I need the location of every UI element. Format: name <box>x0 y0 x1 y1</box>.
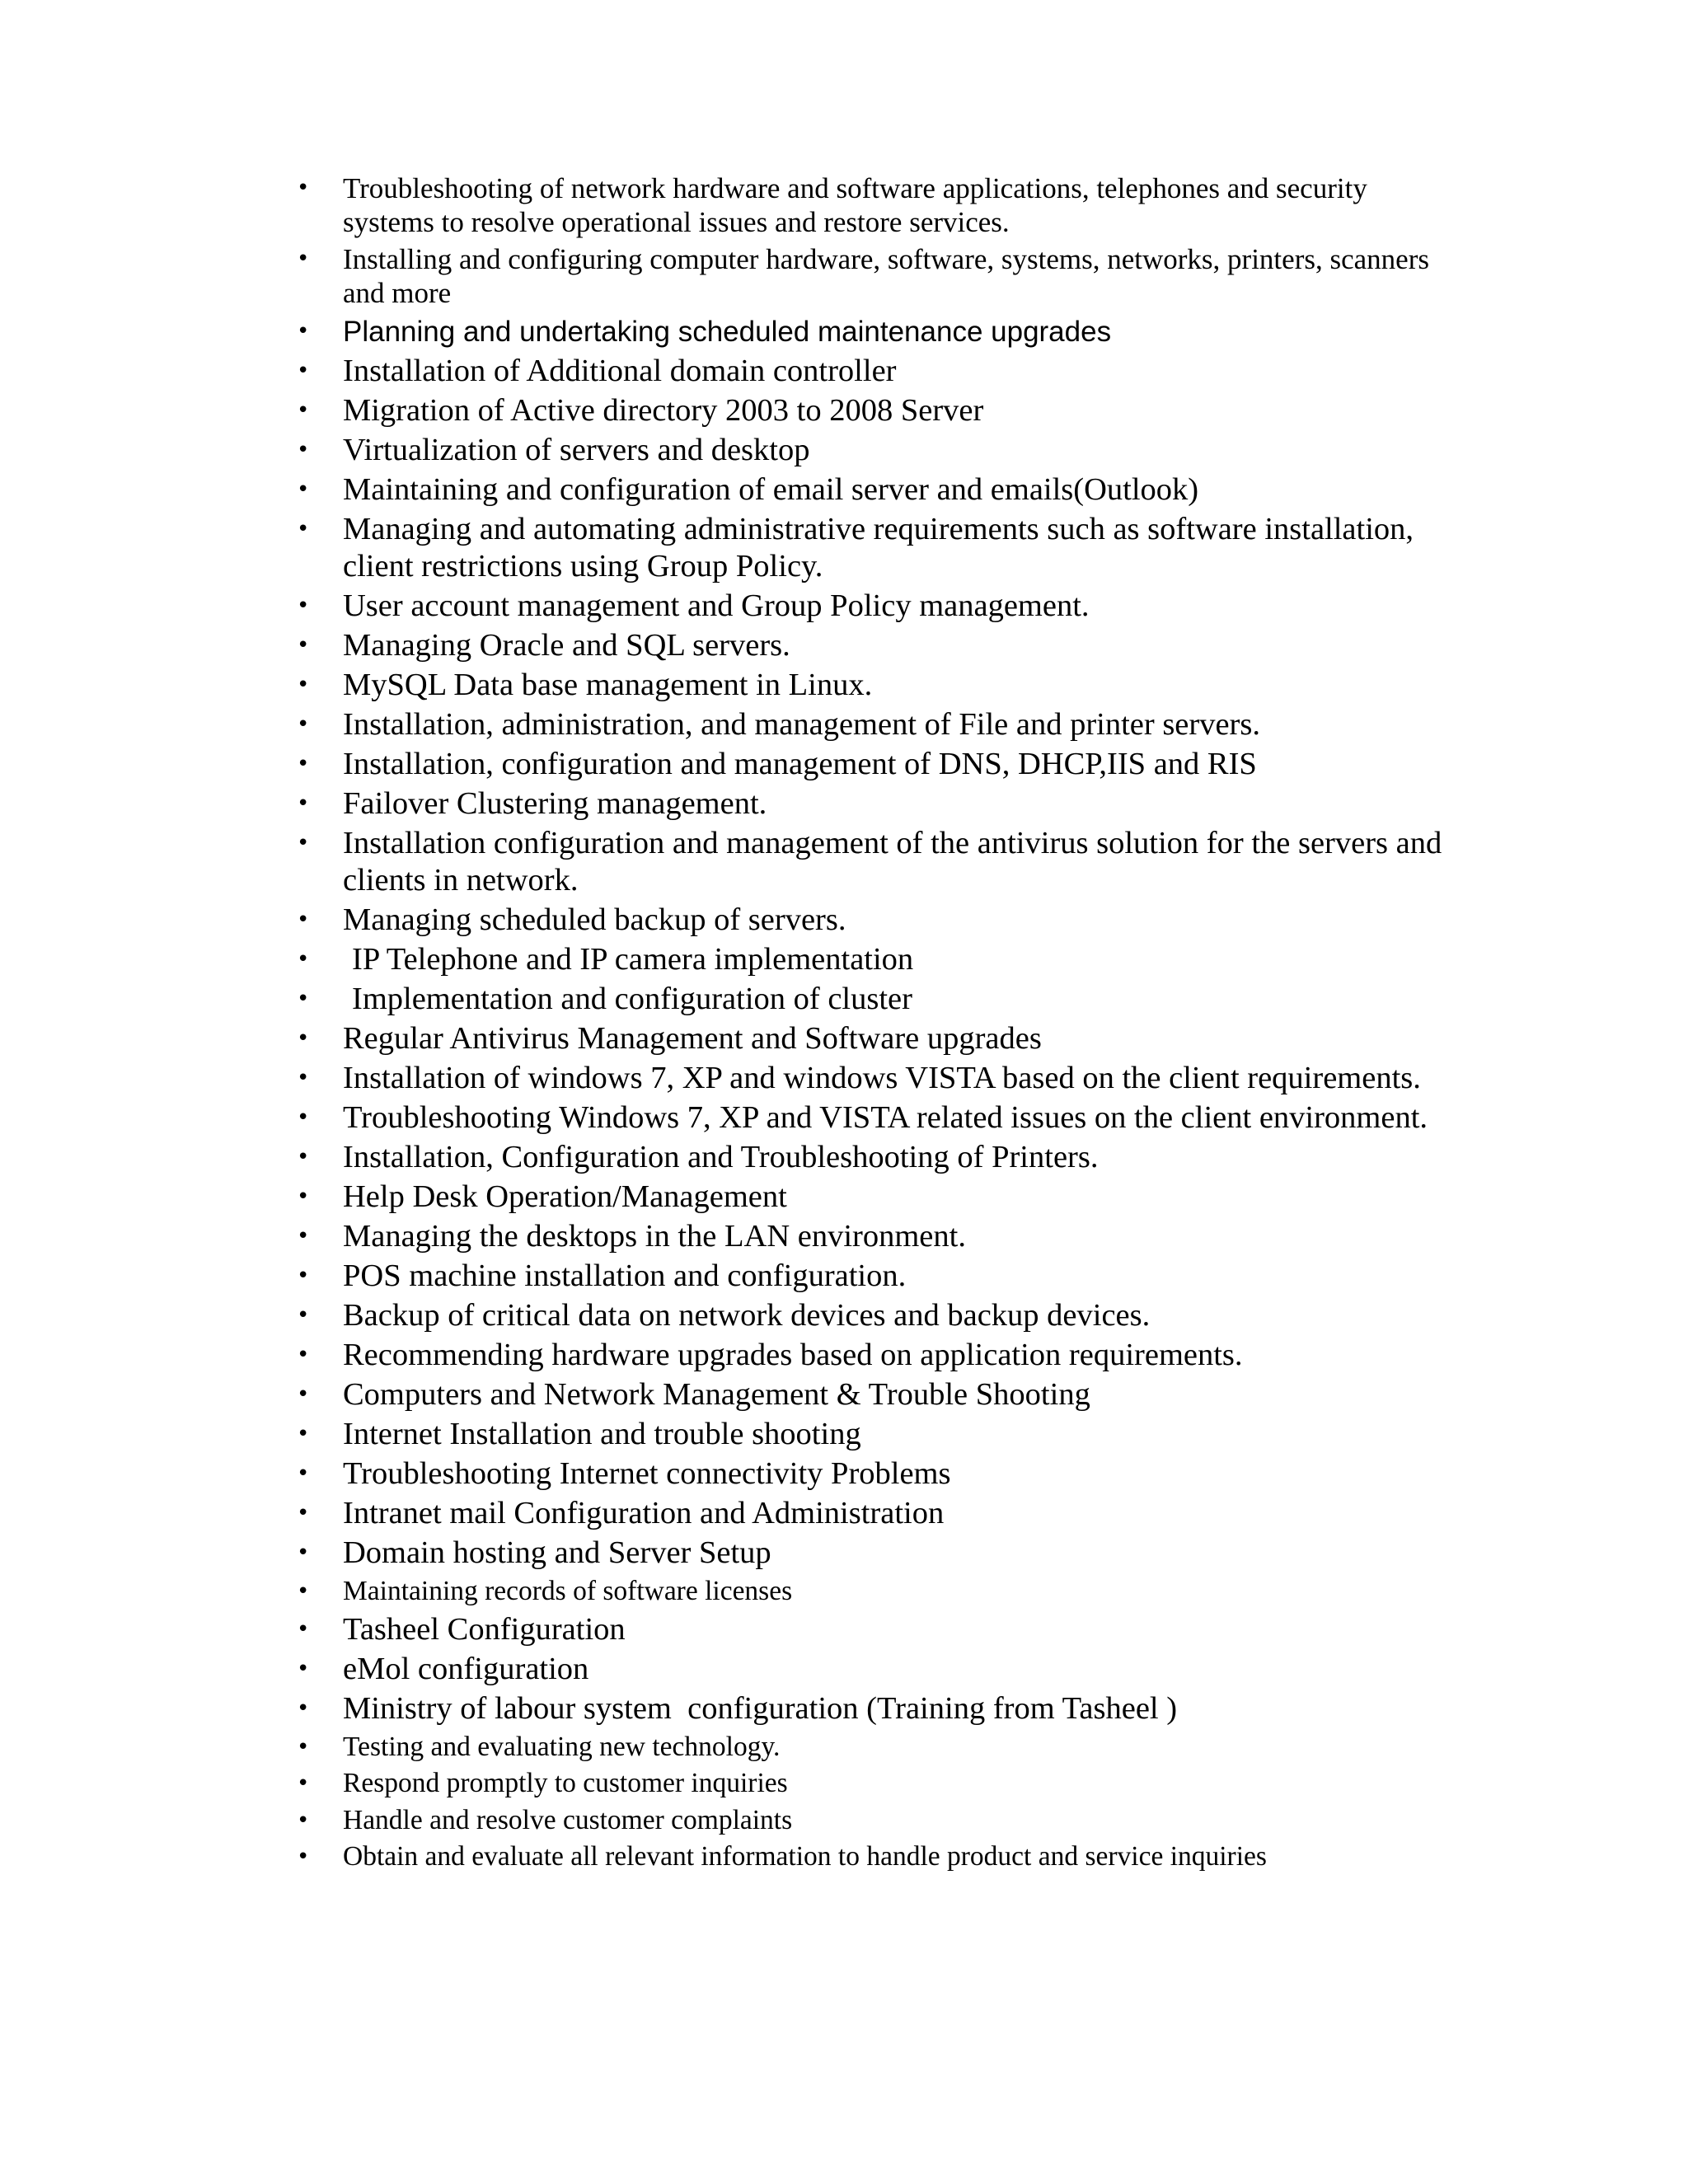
list-item: • Handle and resolve customer complaints <box>290 1803 1444 1838</box>
list-item: • Recommending hardware upgrades based on application requirements. <box>297 1338 1243 1372</box>
list-item: • Installation, administration, and management of File and printer servers. <box>297 707 1260 742</box>
bullet-icon: • <box>297 791 310 816</box>
bullet-icon: • <box>297 1145 310 1169</box>
bullet-icon: • <box>297 1616 310 1642</box>
list-item: • Installation configuration and management of the antivirus solution for the servers and clients in network. <box>297 826 1442 898</box>
bullet-icon: • <box>297 1807 310 1833</box>
bullet-icon: • <box>297 752 310 776</box>
bullet-icon: • <box>297 319 310 344</box>
list-item: • Obtain and evaluate all relevant information to handle product and service inquiries <box>290 1840 1444 1874</box>
list-item: • Maintaining records of software licenses <box>290 1574 1444 1609</box>
bullet-icon: • <box>297 517 310 541</box>
bullet-icon: • <box>297 633 310 658</box>
bullet-icon: • <box>297 987 310 1011</box>
list-item: • POS machine installation and configuration. <box>297 1258 907 1293</box>
list-item: • Installation of Additional domain controller <box>297 354 897 388</box>
list-item: • Managing Oracle and SQL servers. <box>297 628 790 663</box>
bullet-icon: • <box>297 1656 310 1681</box>
bullet-icon: • <box>297 1343 310 1367</box>
bullet-icon: • <box>297 176 310 200</box>
bullet-icon: • <box>297 1066 310 1090</box>
list-item: • Managing and automating administrative requirements such as software installation, client restrictions using Group Policy. <box>297 512 1414 583</box>
list-item: • Tasheel Configuration <box>297 1611 626 1647</box>
bullet-icon: • <box>297 1579 310 1604</box>
bullet-icon: • <box>297 593 310 618</box>
bullet-icon: • <box>297 1771 310 1796</box>
list-item: • Internet Installation and trouble shooting <box>297 1417 861 1451</box>
list-item: • Respond promptly to customer inquiries <box>290 1766 1444 1801</box>
list-item: • User account management and Group Policy management. <box>297 588 1090 623</box>
list-item: • IP Telephone and IP camera implementation <box>297 942 914 977</box>
bullet-icon: • <box>297 907 310 932</box>
bullet-icon: • <box>297 1382 310 1407</box>
bullet-icon: • <box>297 947 310 972</box>
bullet-icon: • <box>297 1695 310 1721</box>
list-item: • Troubleshooting Windows 7, XP and VISTA related issues on the client environment. <box>297 1100 1428 1135</box>
list-item: • MySQL Data base management in Linux. <box>297 668 873 702</box>
bullet-icon: • <box>297 1461 310 1486</box>
list-item: • Installation of windows 7, XP and windows VISTA based on the client requirements. <box>297 1061 1421 1095</box>
bullet-icon: • <box>297 1224 310 1249</box>
bullet-icon: • <box>297 1105 310 1130</box>
list-item: • Failover Clustering management. <box>297 786 767 821</box>
bullet-icon: • <box>297 359 310 383</box>
bullet-icon: • <box>297 712 310 737</box>
list-item: • Installation, Configuration and Troubleshooting of Printers. <box>297 1140 1099 1174</box>
list-item: • eMol configuration <box>297 1651 589 1686</box>
list-item: • Troubleshooting Internet connectivity Problems <box>297 1456 951 1491</box>
list-item: • Managing the desktops in the LAN environment. <box>297 1219 966 1254</box>
list-item: • Testing and evaluating new technology. <box>290 1730 1444 1765</box>
list-item: • Ministry of labour system configuration (Training from Tasheel ) <box>297 1690 1178 1726</box>
bullet-icon: • <box>297 1026 310 1051</box>
bullet-icon: • <box>297 1540 310 1565</box>
bullet-icon: • <box>297 246 310 271</box>
bullet-icon: • <box>297 831 310 855</box>
bullet-icon: • <box>297 438 310 462</box>
list-item: • Regular Antivirus Management and Software upgrades <box>297 1021 1042 1056</box>
bullet-icon: • <box>297 1263 310 1288</box>
list-item: • Migration of Active directory 2003 to 2008 Server <box>297 393 984 428</box>
bullet-icon: • <box>297 1303 310 1328</box>
bullet-icon: • <box>297 1501 310 1526</box>
list-item: • Planning and undertaking scheduled maintenance upgrades <box>290 313 1444 350</box>
bullet-icon: • <box>297 1844 310 1869</box>
list-item: • Domain hosting and Server Setup <box>297 1535 771 1570</box>
list-item: • Virtualization of servers and desktop <box>297 433 810 467</box>
list-item: • Managing scheduled backup of servers. <box>297 902 846 937</box>
bullet-icon: • <box>297 1734 310 1760</box>
bullet-list <box>290 171 1444 1877</box>
list-item: • Troubleshooting of network hardware and software applications, telephones and security systems to resolve operational issues and restore services. <box>297 172 1367 238</box>
bullet-icon: • <box>297 1184 310 1209</box>
list-item: • Installing and configuring computer hardware, software, systems, networks, printers, scanners and more <box>297 243 1429 309</box>
bullet-icon: • <box>297 398 310 423</box>
list-item: • Intranet mail Configuration and Administration <box>297 1496 945 1530</box>
bullet-icon: • <box>297 1422 310 1446</box>
bullet-icon: • <box>297 673 310 697</box>
list-item: • Installation, configuration and management of DNS, DHCP,IIS and RIS <box>297 747 1257 781</box>
list-item: • Backup of critical data on network devices and backup devices. <box>297 1298 1151 1333</box>
bullet-icon: • <box>297 477 310 502</box>
list-item: • Help Desk Operation/Management <box>297 1179 787 1214</box>
list-item: • Maintaining and configuration of email server and emails(Outlook) <box>297 472 1199 507</box>
list-item: • Computers and Network Management & Trouble Shooting <box>297 1377 1090 1412</box>
list-item: • Implementation and configuration of cluster <box>297 982 912 1016</box>
